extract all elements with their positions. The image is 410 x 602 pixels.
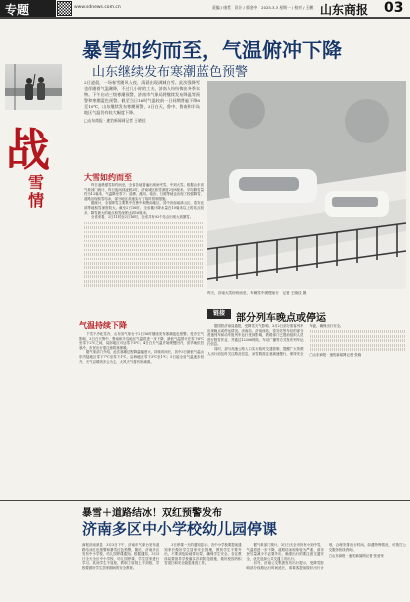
side-title-brush: 战 [6, 125, 50, 176]
main-subheadline: 山东继续发布寒潮蓝色预警 [92, 65, 249, 80]
page-header [0, 0, 410, 17]
photo-caption: 昨天，济南大雪纷纷而至，车辆雪中缓慢前行 记者 王晓佳 摄 [207, 291, 307, 295]
snow-people-illustration [5, 64, 62, 110]
section1-body [84, 183, 204, 289]
bottom-section-rule [0, 500, 410, 501]
section1-paragraph: 昨日凌晨强雪如约而至，全省各地普遍出现雨夹雪、中到大雪。根据山东省气象部门统计，昨日夜间到凌晨2时，济南城区积雪深度2至8厘米，平均降雪量约为12毫米，气温降至零下；淄博、潍坊、临沂、日照等地也出现了较强降雪，道路出现积雪结冰，部分地区高速实行了临时管制措施。 [84, 183, 204, 201]
website-url: www.sdnews.com.cn [74, 5, 121, 10]
brand-name: 山东商报 [320, 3, 369, 17]
link-box-title: 部分列车晚点或停运 [236, 313, 326, 324]
snow-street-photo [207, 81, 406, 289]
section2-body [79, 332, 204, 364]
link-box-body [207, 324, 406, 422]
bottom-credit: □山东商报 · 速豹新闻网记者 张爱荣 [328, 554, 384, 559]
bottom-headline: 济南多区中小学校幼儿园停课 [82, 520, 278, 538]
link-box-tag-label: 链接 [212, 310, 225, 317]
page-number: 03 [384, 0, 404, 16]
bottom-paragraph: 另外，济南公交集团发布出行提示，受降雪影响部分线路运行时间延长，请乘客提前做好出行计划，合理安排出行时间。如遇特殊情况，可拨打公交服务热线咨询。 [246, 543, 406, 570]
bottom-paragraph: 商报济南消息 3月3日下午，济南市气象台发布道路结冰红色预警和暴雪红色预警，随后，济南多区发布中小学校、幼儿园停课通知。根据通知，3月3日全天全区中小学校、幼儿园停课，学生居家进行学习，其间学生不返校，教职工原则上不到校，学校要做好学生居家期间的安全教育。 [82, 543, 160, 570]
lead-text: 2日凌晨，一场春雪随风入夜，清晨出现满城白雪。此次强降雪也伴随着气温骤降，不过几小时的工夫，济南人纷纷掏出冬季衣物。下午启动三级寒潮预警，济南市气象局将继续发布降温等预警和寒潮蓝色预警。截至当日16时气温较前一日同期普遍下降8至10℃，山东继续发布寒潮预警，3日白天，鲁中、鲁南和半岛地区气温仍有较大幅度下降。 [84, 80, 200, 115]
section2-heading: 气温持续下降 [79, 321, 127, 330]
lead-paragraph [84, 80, 200, 124]
lead-credit: □山东商报 · 速豹新闻网记者 王晓佳 [84, 118, 146, 123]
main-headline: 暴雪如约而至，气温俯冲下降 [82, 38, 342, 62]
section1-paragraph: 据统计，全省降雪主要集中在鲁中和鲁南地区，其中济南南部山区、泰安北部等地积雪深度较大。截至2日16时，全省累计降水量在10毫米以上的站点较多，降雪最大的地点积雪深度达到16厘米。 [84, 201, 204, 215]
link-box-paragraph: 同时，部分高速公路入口实行临时交通管制，提醒广大驾驶人出行前及时关注路况信息，冰雪路面注意减速慢行，保持安全车距，确保出行安全。 [207, 324, 344, 356]
snow-people-photo [5, 64, 62, 110]
qr-code-icon [58, 2, 71, 15]
header-rule [0, 17, 410, 19]
section-label: 专题 [5, 3, 30, 17]
link-box-paragraph: 据国铁济南局通报，受降雪天气影响，3月2日部分旅客列车出现晚点或停运情况。济南站、济南西站、泰安站等车站的部分普速列车和动车组列车运行受到影响，铁路部门已提前组织人员进行除雪作业，并通过12306网站、车站广播等方式发布列车运行信息。 [207, 324, 304, 347]
section2-paragraph: 据气象部门介绍，此次寒潮过程降温幅度大、持续时间长，其中3日最低气温山东内陆地区零下7℃至零下1℃，沿海地区零下3℃至1℃；5日起全省气温逐步回升，天气以晴到多云为主，大风天气将有所减弱。 [79, 350, 204, 364]
bottom-subheadline: 暴雪＋道路结冰！双红预警发布 [82, 508, 222, 519]
bottom-body [82, 543, 406, 601]
bottom-paragraph: 据气象部门预计，3日白天全市仍有小到中雪，气温将进一步下降，道路结冰现象较为严重，请市民尽量减少不必要外出，确需出行的要注意交通安全，优先选择公共交通工具出行。 [246, 543, 324, 561]
side-title-vertical: 雪情 [28, 173, 45, 210]
snow-street-illustration [207, 81, 406, 289]
link-box-tag [207, 309, 231, 319]
header-meta: 责编 / 康哲 设计 / 郭金中 2025.3.3 星期一 / 校对 / 王鹏 [212, 5, 314, 10]
section2-paragraph: 下雪不冷化雪冷，山东省气象台于2日16时继续发布寒潮蓝色预警。受冷空气影响，3日白天鲁中、鲁南和半岛地区气温将进一步下降，最低气温预计在零下6℃至零下2℃之间，局部地区可达零下8℃；4日白天气温开始缓慢回升，但早晚依旧寒冷，市民出行需注意防寒保暖。 [79, 332, 204, 350]
link-box-credit: □山东商报 · 速豹新闻网记者 张晓 [309, 353, 362, 358]
bottom-paragraph: 3日停课一天的通知显示，各中小学校要提前通知家长做好学生居家安全管理，教育学生不要外出，不要到危险地带玩耍，确保学生安全。各区教体局要指导学校落实各项防范措施，做好校园内积雪清扫和安全隐患排查工作。 [164, 543, 242, 566]
section1-heading: 大雪如约而至 [84, 173, 132, 182]
section1-paragraph: 全省来看，2日11时至2日16时，全省共有92个站点出现大到暴雪。 [91, 215, 194, 220]
